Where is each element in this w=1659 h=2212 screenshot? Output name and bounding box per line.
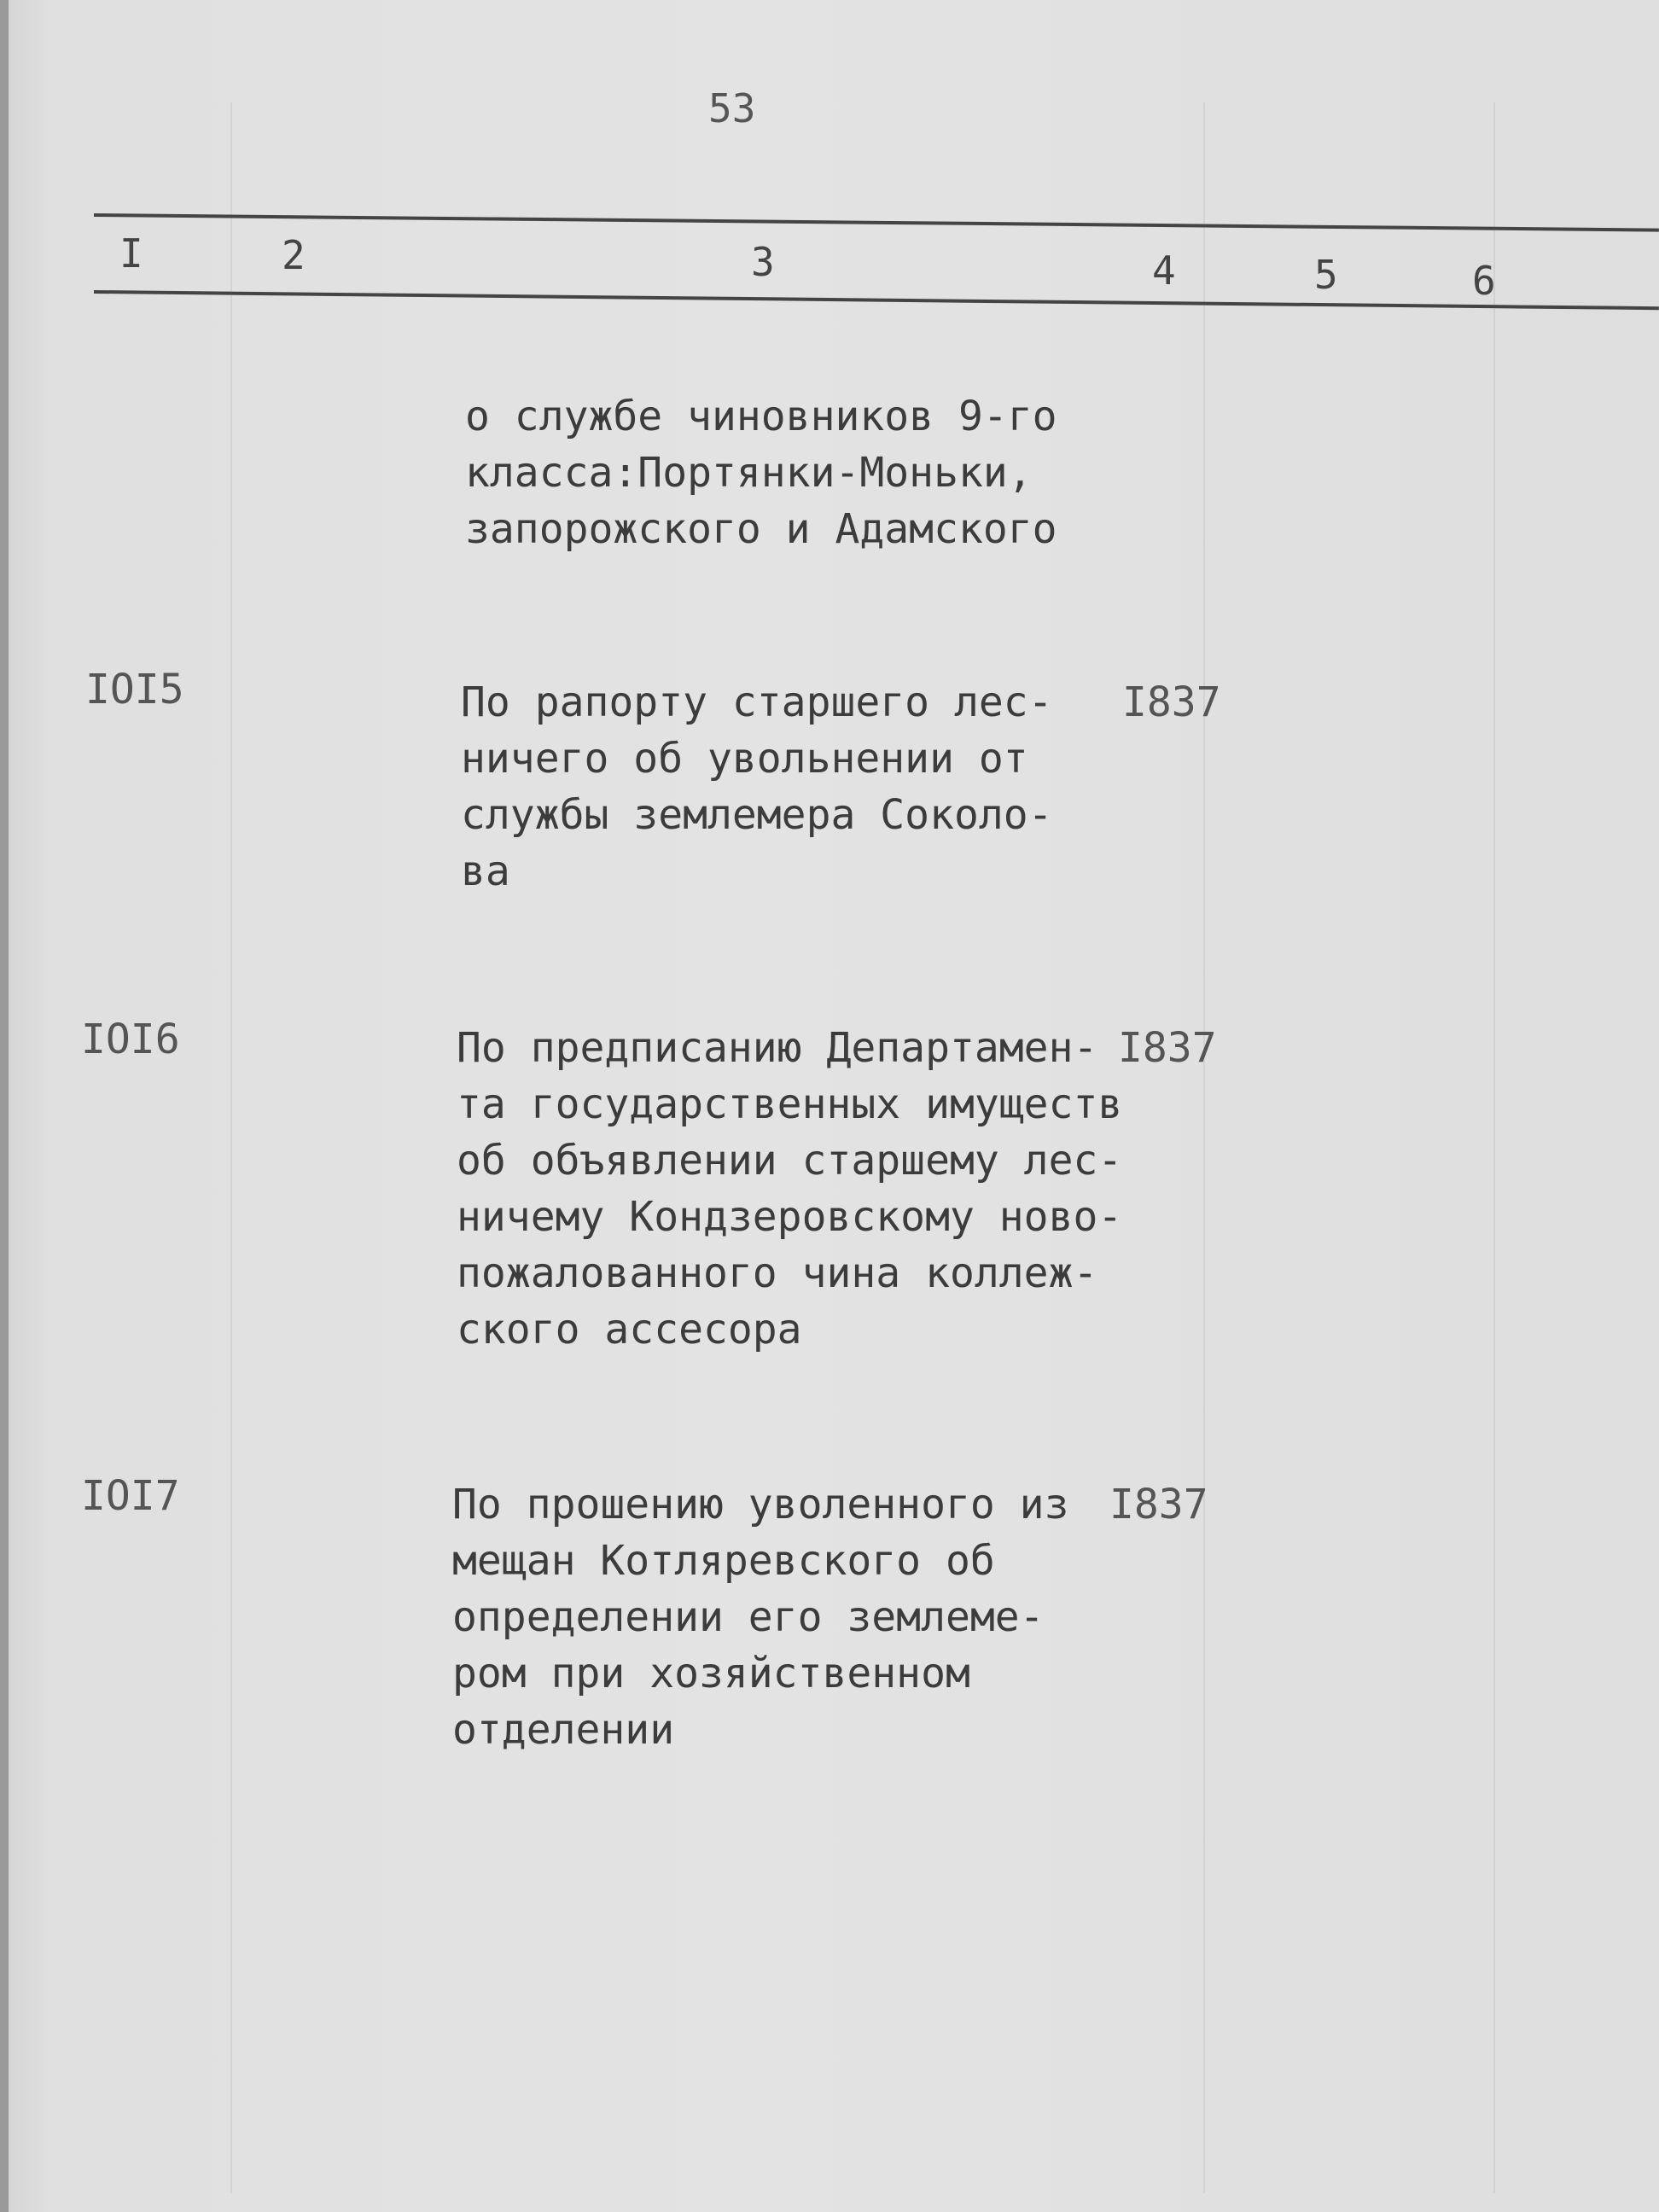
text-line: та государственных имуществ xyxy=(457,1080,1123,1128)
text-line: ва xyxy=(461,847,510,895)
text-line: ничему Кондзеровскому ново- xyxy=(457,1193,1123,1241)
entry-year: I837 xyxy=(1118,1024,1217,1072)
entry-description xyxy=(452,1476,1068,1758)
text-line: По предписанию Департамен- xyxy=(457,1024,1098,1072)
text-line: ничего об увольнении от xyxy=(461,735,1028,783)
text-line: класса:Портянки-Моньки, xyxy=(465,449,1033,497)
text-line: мещан Котляревского об xyxy=(452,1537,995,1585)
column-guide-line xyxy=(230,102,232,2193)
text-line: запорожского и Адамского xyxy=(465,505,1057,553)
column-header-5: 5 xyxy=(1314,252,1338,298)
column-header-4: 4 xyxy=(1152,247,1176,294)
text-line: службы землемера Соколо- xyxy=(461,791,1053,839)
text-line: о службе чиновников 9-го xyxy=(465,393,1057,440)
entry-number: IOI5 xyxy=(85,666,184,713)
text-line: об объявлении старшему лес- xyxy=(457,1137,1123,1185)
text-line: По прошению уволенного из xyxy=(452,1481,1069,1528)
entry-description xyxy=(457,1020,1122,1358)
entry-year: I837 xyxy=(1122,678,1221,726)
text-line: ром при хозяйственном xyxy=(452,1650,970,1697)
text-line: ского ассесора xyxy=(457,1306,802,1353)
column-guide-line xyxy=(1203,102,1205,2193)
header-bottom-rule xyxy=(94,290,1659,310)
entry-number: IOI6 xyxy=(81,1016,180,1063)
entry-number: IOI7 xyxy=(81,1472,180,1520)
text-line: По рапорту старшего лес- xyxy=(461,678,1053,726)
column-header-2: 2 xyxy=(282,232,306,278)
continuation-text xyxy=(465,388,1057,557)
text-line: отделении xyxy=(452,1706,675,1754)
column-header-6: 6 xyxy=(1472,258,1496,304)
text-line: пожалованного чина коллеж- xyxy=(457,1249,1098,1297)
header-top-rule xyxy=(94,213,1659,232)
column-header-3: 3 xyxy=(751,239,775,285)
column-header-1: I xyxy=(119,230,143,276)
entry-year: I837 xyxy=(1109,1481,1208,1528)
entry-description xyxy=(461,674,1053,899)
page-number: 53 xyxy=(708,85,756,131)
page-edge-shadow xyxy=(0,0,9,2212)
text-line: определении его землеме- xyxy=(452,1593,1045,1641)
column-guide-line xyxy=(1493,102,1495,2193)
